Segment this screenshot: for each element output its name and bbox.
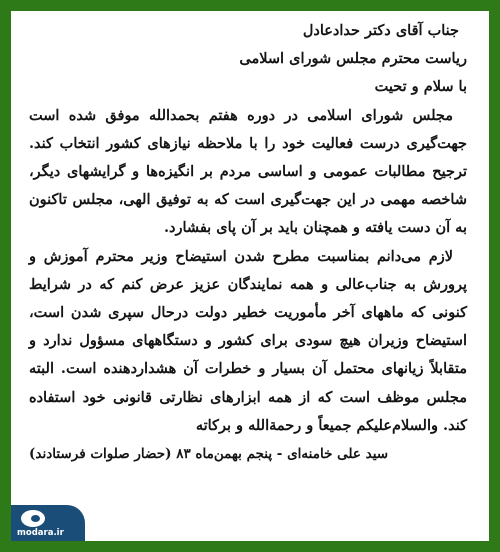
greeting: با سلام و تحیت [374, 78, 467, 96]
paragraph-2: لازم می‌دانم بمناسبت مطرح شدن استیضاح وزیر محترم آموزش و پرورش به جناب‌عالی و همه نمایندگان عزیز عرض کنم که در شرایط کنونی که ماههای آخر مأموریت خطیر دولت درحال سپری شدن است، استیضاح وزیران هیچ سودی برای کشور و دستگاههای مسؤول ندارد و متقابلاً زیانهای محتمل آن بسیار و خطرات آن هشداردهنده است. البته مجلس موظف است که از همه ابزارهای نظارتی قانونی خود استفاده کند. والسلام‌علیکم جمیعاً و رحمةالله و برکاته [29, 247, 467, 434]
green-frame [5, 5, 495, 547]
watermark-logo [11, 505, 85, 541]
letter-page [11, 11, 489, 541]
letter-body [29, 17, 467, 468]
recipient-title: ریاست محترم مجلس شورای اسلامی [239, 50, 467, 68]
speech-bubble-icon [21, 510, 45, 527]
watermark-site: modara.ir [17, 528, 64, 538]
signature-line: سید علی خامنه‌ای - پنجم بهمن‌ماه ۸۳ (حضار صلوات فرستادند) [29, 446, 389, 463]
recipient-name: جناب آقای دکتر حدادعادل [302, 22, 459, 39]
paragraph-1: مجلس شورای اسلامی در دوره هفتم بحمدالله موفق شده است جهت‌گیری درست فعالیت خود را با ملاحظه نیازهای کشور انتخاب کند. ترجیح مطالبات عمومی و اساسی مردم بر انگیزه‌ها و گرایشهای دیگر، شاخصه مهمی در این جهت‌گیری است که به توفیق الهی، مجلس تاکنون به آن دست یافته و همچنان باید بر آن پای بفشارد. [29, 106, 467, 237]
